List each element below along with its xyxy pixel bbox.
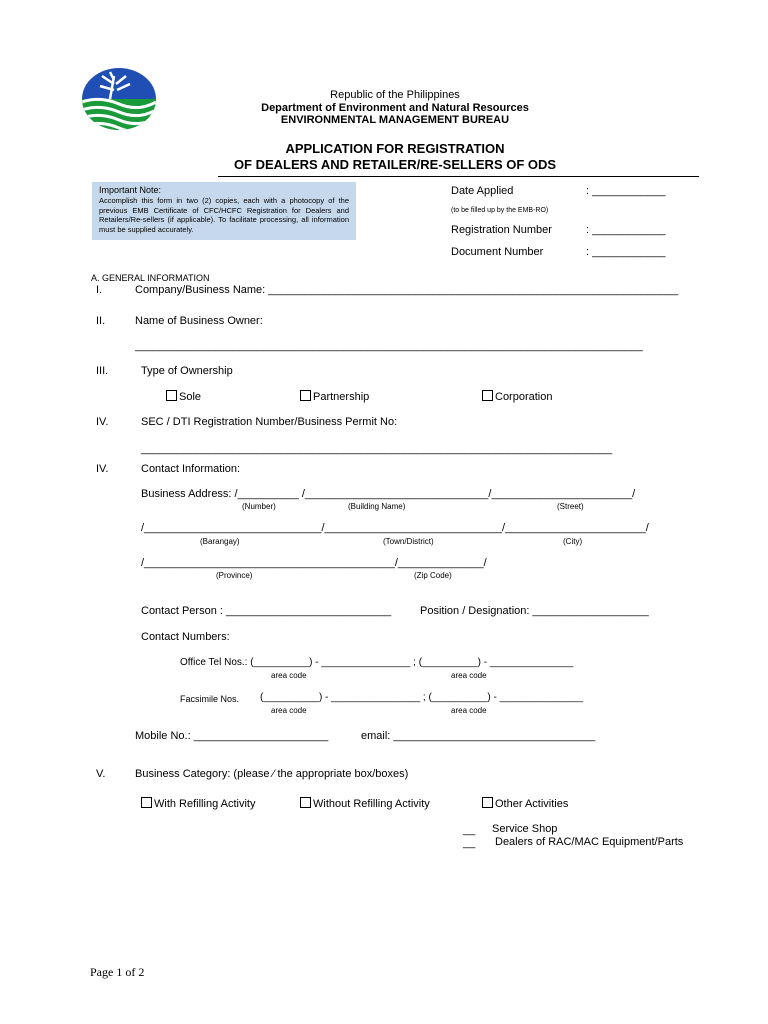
service-shop-label: Service Shop [492,823,558,835]
owner-name-field[interactable]: ___________________________________________________________________________________ [135,340,643,352]
email-field[interactable]: email: _________________________________ [361,730,596,742]
mobile-number-field[interactable]: Mobile No.: ______________________ [135,730,329,742]
caption-town-district: (Town/District) [383,537,434,546]
ownership-partnership-checkbox[interactable] [300,390,369,403]
category-other-activities-label: Other Activities [495,798,569,810]
checkbox-box[interactable] [300,797,311,808]
dealers-rac-mac-label: Dealers of RAC/MAC Equipment/Parts [495,836,684,848]
dealers-rac-mac-blank[interactable]: __ [463,837,476,849]
service-shop-blank[interactable]: __ [463,824,476,836]
facsimile-label: Facsimile Nos. [180,694,240,704]
contact-numbers-label: Contact Numbers: [141,631,230,643]
registration-number-label: Registration Number [451,224,552,236]
important-note-title: Important Note: [99,185,162,195]
ownership-sole-label: Sole [179,391,202,403]
item-iii-number: III. [96,365,109,377]
position-designation-field[interactable]: Position / Designation: ___________________ [420,605,649,617]
item-v-number: V. [96,768,106,780]
document-number-label: Document Number [451,246,544,258]
category-with-refilling-label: With Refilling Activity [154,798,256,810]
fax-area-code-caption-1: area code [271,706,307,715]
fax-area-code-caption-2: area code [451,706,487,715]
caption-street: (Street) [557,502,584,511]
caption-building-name: (Building Name) [348,502,406,511]
form-title-line2: OF DEALERS AND RETAILER/RE-SELLERS OF ODS [233,157,557,172]
registration-number-field[interactable]: : ____________ [586,224,666,236]
caption-city: (City) [563,537,583,546]
important-note-box [92,182,356,240]
office-area-code-caption-1: area code [271,671,307,680]
category-without-refilling-label: Without Refilling Activity [313,798,430,810]
page-number: Page 1 of 2 [90,965,145,979]
checkbox-box[interactable] [482,797,493,808]
item-ii-number: II. [96,315,106,327]
header-bureau: ENVIRONMENTAL MANAGEMENT BUREAU [280,114,510,126]
denr-logo [80,66,158,132]
facsimile-field[interactable]: (__________) - ________________ ; (__________) - _______________ [260,692,584,703]
form-title-line1: APPLICATION FOR REGISTRATION [285,141,505,156]
caption-number: (Number) [242,502,276,511]
ownership-corporation-label: Corporation [495,391,553,403]
item-iv-number: IV. [96,416,109,428]
ownership-corporation-checkbox[interactable] [482,390,552,403]
header-republic: Republic of the Philippines [330,89,460,101]
item-iv2-number: IV. [96,463,109,475]
title-rule [218,176,699,177]
sec-dti-field[interactable]: _____________________________________________________________________________ [141,443,613,455]
caption-barangay: (Barangay) [200,537,240,546]
checkbox-box[interactable] [141,797,152,808]
business-category-label: Business Category: (please ⁄ the appropriate box/boxes) [135,768,409,780]
ownership-sole-checkbox[interactable] [166,390,201,403]
category-with-refilling-checkbox[interactable] [141,797,255,810]
checkbox-box[interactable] [166,390,177,401]
caption-zip-code: (Zip Code) [414,571,452,580]
contact-person-field[interactable]: Contact Person : ___________________________ [141,605,392,617]
office-tel-field[interactable]: Office Tel Nos.: (__________) - ________________ ; (__________) - _______________ [180,657,574,668]
company-name-field[interactable]: Company/Business Name: ___________________________________________________________________ [135,284,679,296]
office-area-code-caption-2: area code [451,671,487,680]
checkbox-box[interactable] [300,390,311,401]
important-note-body: Accomplish this form in two (2) copies, each with a photocopy of the previous EMB Certificate of CFC/HCFC Registration for Dealers and Retailers/Re-sellers (if applicable). To facilitate processing, all information must be supplied accurately. [99,196,349,234]
business-address-line3[interactable]: /_________________________________________/______________/ [141,557,487,569]
category-without-refilling-checkbox[interactable] [300,797,430,810]
filled-by-note: (to be filled up by the EMB-RO) [451,207,549,214]
checkbox-box[interactable] [482,390,493,401]
caption-province: (Province) [216,571,253,580]
ownership-label: Type of Ownership [141,365,233,377]
date-applied-label: Date Applied [451,185,514,197]
contact-info-label: Contact Information: [141,463,241,475]
date-applied-field[interactable]: : ____________ [586,185,666,197]
business-address-line1[interactable]: Business Address: /__________ /______________________________/_______________________/ [141,488,636,500]
owner-name-label: Name of Business Owner: [135,315,263,327]
category-other-activities-checkbox[interactable] [482,797,568,810]
ownership-partnership-label: Partnership [313,391,370,403]
section-a-heading: A. GENERAL INFORMATION [91,273,210,283]
sec-dti-label: SEC / DTI Registration Number/Business Permit No: [141,416,398,428]
business-address-line2[interactable]: /_____________________________/_____________________________/_______________________/ [141,522,649,534]
document-number-field[interactable]: : ____________ [586,246,666,258]
header-department: Department of Environment and Natural Resources [261,102,529,114]
item-i-number: I. [96,284,103,296]
